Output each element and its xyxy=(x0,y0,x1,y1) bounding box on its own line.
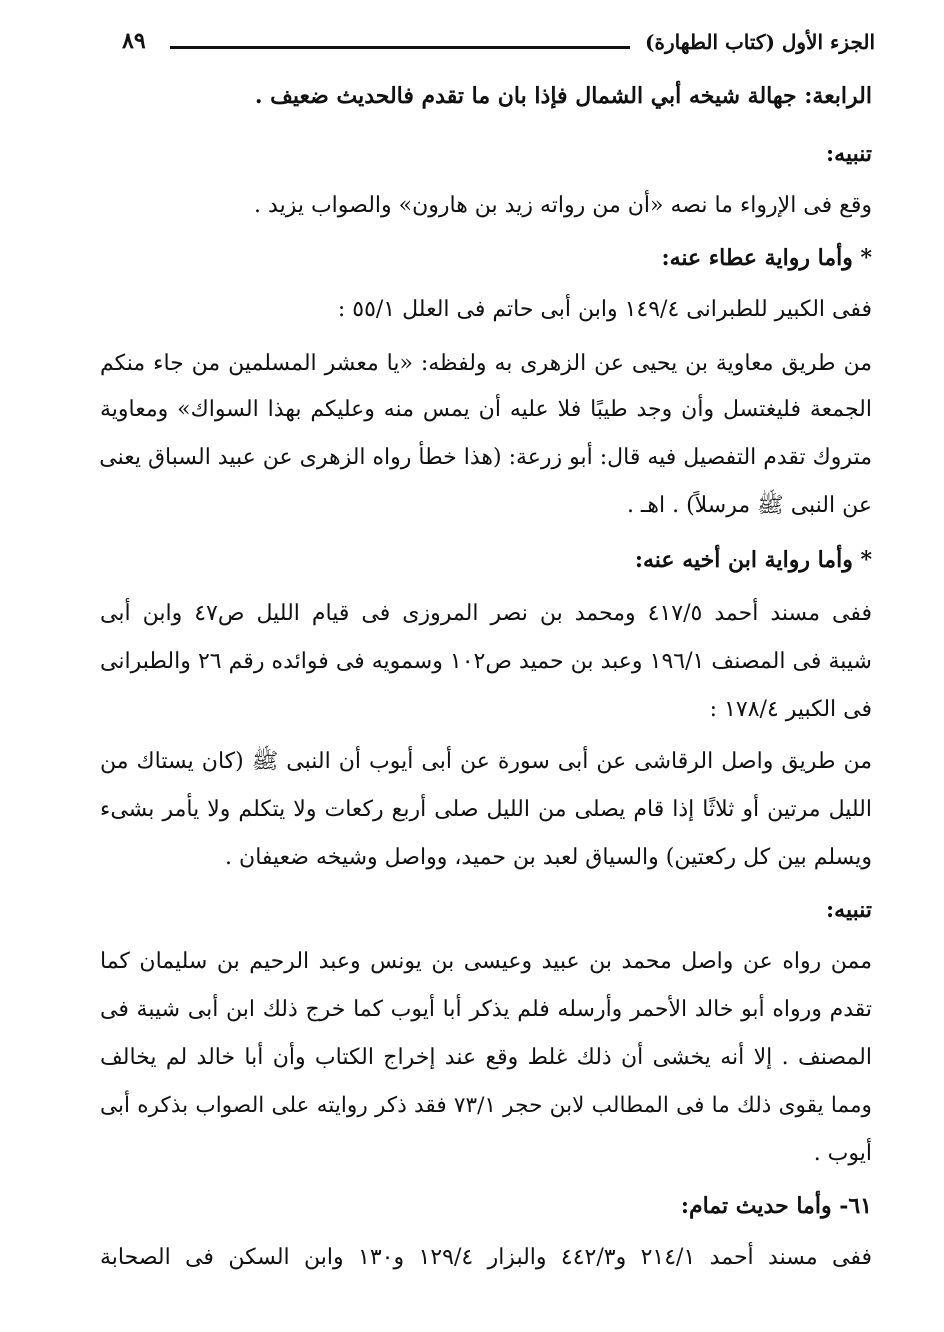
text-line: ومما يقوى ذلك ما فى المطالب لابن حجر ٧٣/١ فقد ذكر روايته على الصواب بذكره أبى xyxy=(100,1093,873,1118)
page-header xyxy=(110,22,875,62)
running-title: الجزء الأول (كتاب الطهارة) xyxy=(645,30,875,54)
text-line: من طريق معاوية بن يحيى عن الزهرى به ولفظه: «يا معشر المسلمين من جاء منكم xyxy=(100,351,872,376)
text-line: ويسلم بين كل ركعتين) والسياق لعبد بن حميد، وواصل وشيخه ضعيفان . xyxy=(225,845,872,870)
text-line: الرابعة: جهالة شيخه أبي الشمال فإذا بان ما تقدم فالحديث ضعيف . xyxy=(254,83,872,109)
text-line: من طريق واصل الرقاشى عن أبى سورة عن أبى أيوب أن النبى ﷺ (كان يستاك من xyxy=(100,749,872,774)
text-line: ممن رواه عن واصل محمد بن عبيد وعيسى بن يونس وعبد الرحيم بن سليمان كما xyxy=(100,949,872,974)
text-line: أيوب . xyxy=(813,1141,872,1166)
section-heading: * وأما رواية ابن أخيه عنه: xyxy=(634,547,872,573)
text-line: متروك تقدم التفصيل فيه قال: أبو زرعة: (هذا خطأ رواه الزهرى عن عبيد السباق يعنى xyxy=(99,445,872,470)
text-line: عن النبى ﷺ مرسلاً) . اهـ . xyxy=(626,493,872,518)
text-line: الليل مرتين أو ثلاثًا إذا قام يصلى من الليل صلى أربع ركعات ولا يتكلم ولا يأمر بشىء xyxy=(100,797,872,822)
section-heading: ٦١- وأما حديث تمام: xyxy=(680,1193,872,1219)
text-line: الجمعة فليغتسل وأن وجد طيبًا فلا عليه أن يمس منه وعليكم بهذا السواك» ومعاوية xyxy=(100,397,872,422)
text-line: شيبة فى المصنف ١٩٦/١ وعبد بن حميد ص١٠٢ وسمويه فى فوائده رقم ٢٦ والطبرانى xyxy=(100,649,872,674)
text-line: ففى مسند أحمد ٢١٤/١ و٤٤٢/٣ والبزار ١٢٩/٤ و١٣٠ وابن السكن فى الصحابة xyxy=(100,1245,872,1270)
text-line: تقدم ورواه أبو خالد الأحمر وأرسله فلم يذكر أبا أيوب كما خرج ذلك ابن أبى شيبة فى xyxy=(100,997,872,1022)
text-line: تنبيه: xyxy=(826,141,872,167)
page-number: ٨٩ xyxy=(122,28,146,54)
header-rule xyxy=(170,46,630,49)
text-line: المصنف . إلا أنه يخشى أن ذلك غلط وقع عند إخراج الكتاب وأن أبا خالد لم يخالف xyxy=(100,1045,872,1070)
text-line: تنبيه: xyxy=(826,897,872,923)
text-line: فى الكبير ١٧٨/٤ : xyxy=(709,697,872,722)
text-line: ففى مسند أحمد ٤١٧/٥ ومحمد بن نصر المروزى فى قيام الليل ص٤٧ وابن أبى xyxy=(100,601,872,626)
text-line: وقع فى الإرواء ما نصه «أن من رواته زيد بن هارون» والصواب يزيد . xyxy=(254,193,872,218)
section-heading: * وأما رواية عطاء عنه: xyxy=(661,245,872,271)
text-line: ففى الكبير للطبرانى ١٤٩/٤ وابن أبى حاتم فى العلل ٥٥/١ : xyxy=(337,297,872,322)
